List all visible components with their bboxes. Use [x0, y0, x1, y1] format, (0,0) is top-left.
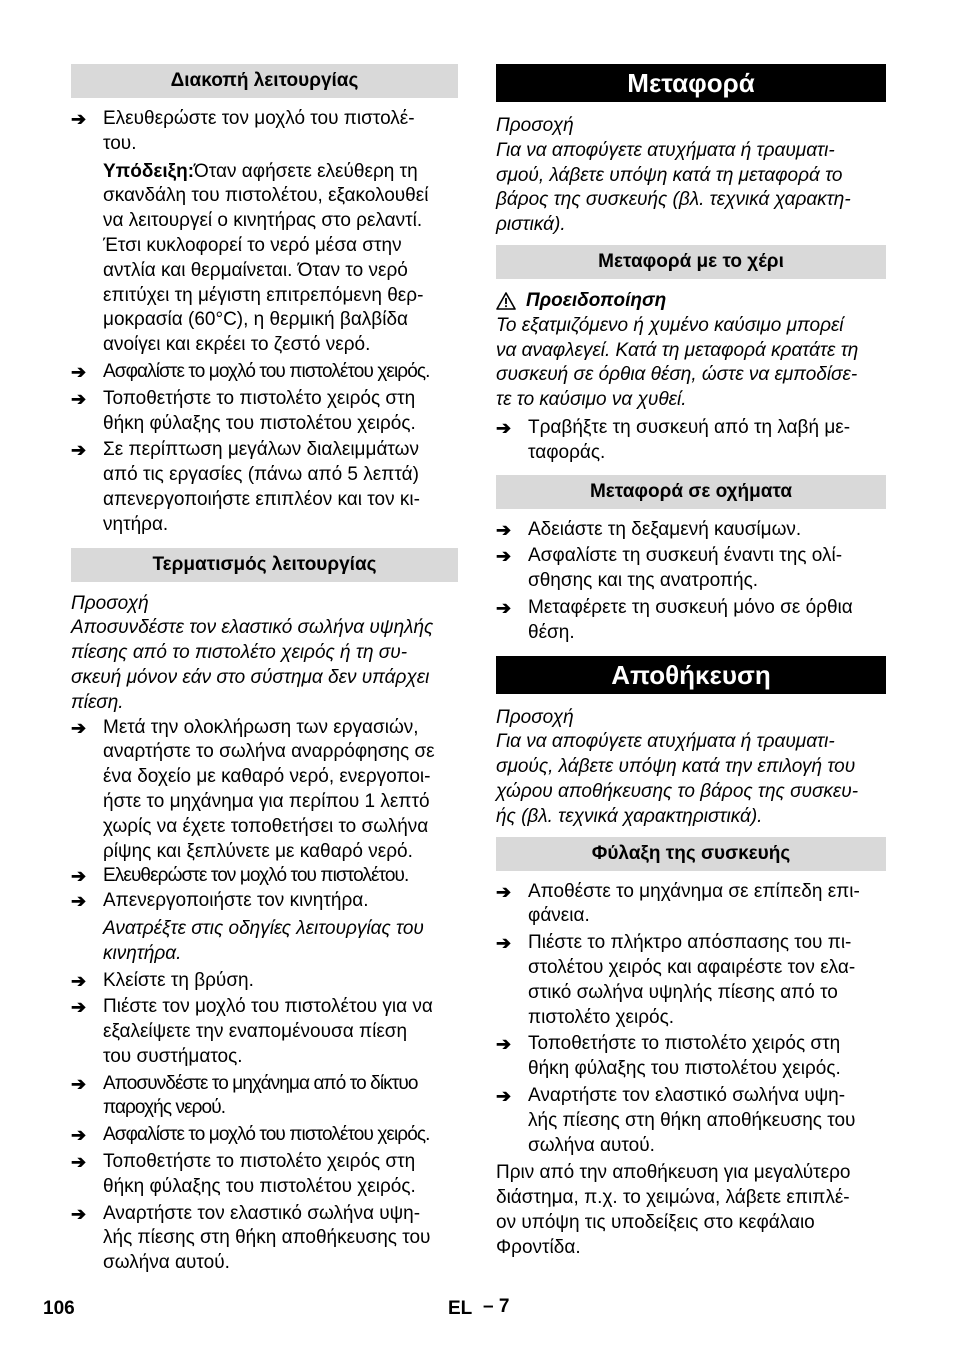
list-item: ➔ Μεταφέρετε τη συσκευή μόνο σε όρθια θέση.	[496, 596, 853, 643]
arrow-icon: ➔	[496, 1034, 512, 1055]
caution-text: Αποσυνδέστε τον ελαστικό σωλήνα υψηλής πίεσης από το πιστολέτο χειρός ή τη συ- σκευή μόνον εάν στο σύστημα δεν υπάρχει πίεση.	[71, 617, 434, 713]
arrow-icon: ➔	[71, 997, 87, 1018]
list-item: ➔ Ασφαλίστε το μοχλό του πιστολέτου χειρός.	[71, 360, 458, 385]
list-item: ➔ Ασφαλίστε το μοχλό του πιστολέτου χειρός.	[71, 1123, 458, 1148]
arrow-icon: ➔	[496, 519, 512, 540]
caution-label: Προσοχή	[71, 592, 149, 614]
list-item: ➔ Τοποθετήστε το πιστολέτο χειρός στη θήκη φύλαξης του πιστολέτου χειρός.	[71, 387, 416, 434]
arrow-icon: ➔	[71, 109, 87, 129]
note-label: Υπόδειξη:	[103, 160, 195, 182]
arrow-icon: ➔	[496, 933, 512, 954]
closing-paragraph: Πριν από την αποθήκευση για μεγαλύτερο διάστημα, π.χ. το χειμώνα, λάβετε επιπλέ- ον υπόψη τις υποδείξεις στο κεφάλαιο Φροντίδα.	[496, 1162, 851, 1258]
list-item: ➔ Κλείστε τη βρύση.	[71, 969, 458, 994]
section-page: – 7	[483, 1296, 510, 1317]
arrow-icon: ➔	[496, 597, 512, 618]
arrow-icon: ➔	[496, 1085, 512, 1106]
list-item: ➔ Πιέστε τον μοχλό του πιστολέτου για να εξαλείψετε την εναπομένουσα πίεση του συστήματος.	[71, 996, 433, 1067]
arrow-icon: ➔	[71, 891, 87, 912]
page-number: 106	[43, 1298, 75, 1319]
caution-label: Προσοχή	[496, 706, 574, 728]
list-item: ➔ Αποσυνδέστε το μηχάνημα από το δίκτυο παροχής νερού.	[71, 1072, 418, 1119]
right-column	[496, 64, 886, 1260]
arrow-icon: ➔	[496, 546, 512, 567]
heading-transport-hand: Μεταφορά με το χέρι	[496, 245, 886, 279]
list-item: ➔ Τοποθετήστε το πιστολέτο χειρός στη θήκη φύλαξης του πιστολέτου χειρός.	[71, 1151, 416, 1197]
warning-label-row: Προειδοποίηση	[496, 289, 886, 314]
list-item: ➔ Μετά την ολοκλήρωση των εργασιών, αναρτήστε το σωλήνα αναρρόφησης σε ένα δοχείο με καθαρό νερό, ενεργοποι- ήστε το μηχάνημα για περίπου 1 λεπτό χωρίς να έχετε τοποθετήσει το σωλήνα ρίψης και ξεπλύνετε με καθαρό νερό.	[71, 716, 435, 862]
list-item: ➔ Ελευθερώστε τον μοχλό του πιστολέ- του.	[71, 108, 415, 154]
heading-device-storage: Φύλαξη της συσκευής	[496, 837, 886, 871]
note-block: Υπόδειξη:Όταν αφήσετε ελεύθερη τη σκανδάλη του πιστολέτου, εξακολουθεί να λειτουργεί ο κινητήρας στο ρελαντί. Έτσι κυκλοφορεί το νερό μέσα στην αντλία και θερμαίνεται. Όταν το νερό επιτύχει τη μέγιστη επιτρεπόμενη θερ- μοκρασία (60°C), η θερμική βαλβίδα ανοίγει και εκρέει το ζεστό νερό.	[103, 160, 429, 356]
list-item: ➔ Αναρτήστε τον ελαστικό σωλήνα υψη- λής πίεσης στη θήκη αποθήκευσης του σωλήνα αυτού.	[496, 1084, 856, 1156]
arrow-icon: ➔	[71, 361, 87, 382]
arrow-icon: ➔	[496, 417, 512, 438]
warning-triangle-icon	[496, 291, 516, 311]
list-item: ➔ Τραβήξτε τη συσκευή από τη λαβή με- ταφοράς.	[496, 416, 851, 463]
warning-text: Το εξατμιζόμενο ή χυμένο καύσιμο μπορεί να αναφλεγεί. Κατά τη μεταφορά κρατάτε τη συσκευή σε όρθια θέση, ώστε να εμποδίσε- τε το καύσιμο να χυθεί.	[496, 314, 859, 411]
list-item: ➔ Τοποθετήστε το πιστολέτο χειρός στη θήκη φύλαξης του πιστολέτου χειρός.	[496, 1033, 841, 1080]
arrow-icon: ➔	[71, 440, 87, 461]
heading-transport-vehicles: Μεταφορά σε οχήματα	[496, 475, 886, 509]
caution-text: Για να αποφύγετε ατυχήματα ή τραυματι- σμούς, λάβετε υπόψη κατά την επιλογή του χώρου αποθήκευσης το βάρος της συσκευ- ής (βλ. τεχνικά χαρακτηριστικά).	[496, 731, 859, 827]
language-code: EL	[448, 1298, 473, 1319]
arrow-icon: ➔	[71, 1203, 87, 1224]
left-column	[71, 64, 458, 1276]
arrow-icon: ➔	[71, 1152, 87, 1173]
list-item: ➔ Σε περίπτωση μεγάλων διαλειμμάτων από τις εργασίες (πάνω από 5 λεπτά) απενεργοποιήστε επιπλέον και τον κι- νητήρα.	[71, 439, 420, 535]
arrow-icon: ➔	[496, 881, 512, 902]
note-block: Ανατρέξτε στις οδηγίες λειτουργίας του κινητήρα.	[103, 917, 424, 964]
heading-end-operation: Τερματισμός λειτουργίας	[71, 548, 458, 582]
list-item: ➔ Ασφαλίστε τη συσκευή έναντι της ολί- σθησης και της ανατροπής.	[496, 545, 843, 592]
caution-text: Για να αποφύγετε ατυχήματα ή τραυματι- σμού, λάβετε υπόψη κατά τη μεταφορά το βάρος της συσκευής (βλ. τεχνικά χαρακτη- ριστικά).	[496, 139, 851, 236]
arrow-icon: ➔	[71, 1073, 87, 1094]
caution-label: Προσοχή	[496, 115, 574, 136]
list-item: ➔ Πιέστε το πλήκτρο απόσπασης του πι- στολέτου χειρός και αφαιρέστε τον ελα- στικό σωλήνα υψηλής πίεσης από το πιστολέτο χειρός.	[496, 932, 856, 1028]
heading-transport: Μεταφορά	[496, 64, 886, 102]
heading-shutdown: Διακοπή λειτουργίας	[71, 64, 458, 98]
arrow-icon: ➔	[71, 1125, 87, 1146]
arrow-icon: ➔	[71, 970, 87, 991]
arrow-icon: ➔	[71, 866, 87, 887]
list-item: ➔ Αποθέστε το μηχάνημα σε επίπεδη επι- φάνεια.	[496, 880, 860, 927]
list-item: ➔ Αδειάστε τη δεξαμενή καυσίμων.	[496, 518, 886, 543]
list-item: ➔ Αναρτήστε τον ελαστικό σωλήνα υψη- λής πίεσης στη θήκη αποθήκευσης του σωλήνα αυτού.	[71, 1202, 431, 1274]
arrow-icon: ➔	[71, 717, 87, 738]
list-item: ➔ Ελευθερώστε τον μοχλό του πιστολέτου.	[71, 864, 458, 889]
arrow-icon: ➔	[71, 388, 87, 409]
heading-storage: Αποθήκευση	[496, 656, 886, 694]
list-item: ➔ Απενεργοποιήστε τον κινητήρα.	[71, 889, 458, 914]
